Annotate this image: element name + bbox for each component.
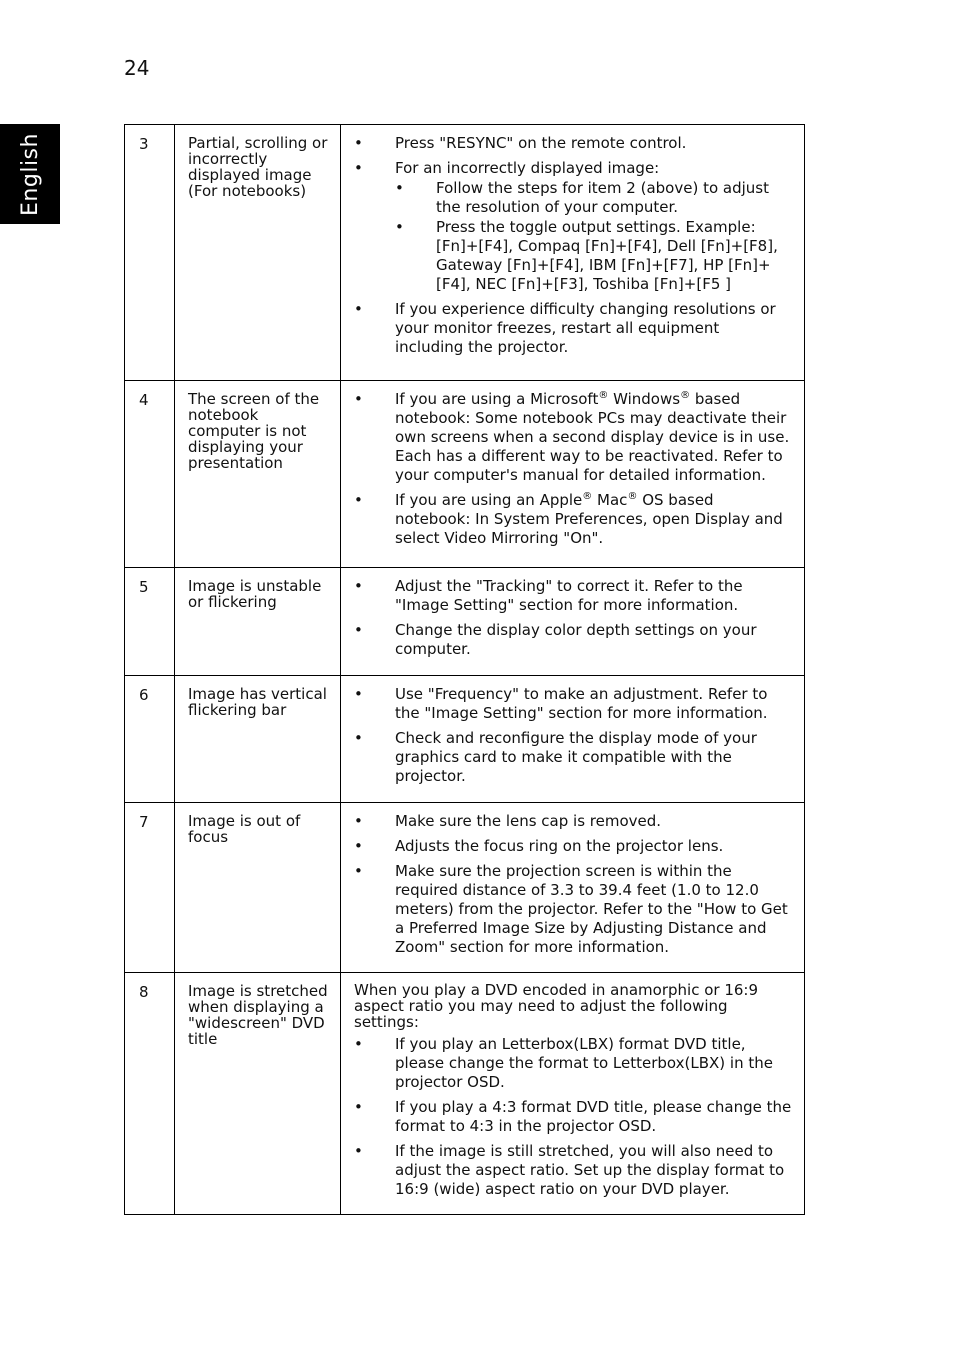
list-item: • Use "Frequency" to make an adjustment. Refer to the "Image Setting" section for more information. bbox=[354, 685, 792, 723]
text-fragment: based notebook: Some notebook PCs may deactivate their own screens when a second display device is in use. Each has a different way to be reactivated. Refer to your computer's manual for detailed information. bbox=[395, 390, 790, 484]
table-row bbox=[125, 803, 805, 973]
sub-list-item: • Follow the steps for item 2 (above) to adjust the resolution of your computer. bbox=[395, 179, 792, 217]
solution-list bbox=[354, 390, 792, 548]
problem-cell: Image is unstable or flickering bbox=[175, 568, 341, 676]
list-item: • If you experience difficulty changing resolutions or your monitor freezes, restart all equipment including the projector. bbox=[354, 300, 792, 357]
solution-list bbox=[354, 577, 792, 659]
table-row bbox=[125, 973, 805, 1215]
solution-cell bbox=[341, 803, 805, 973]
table-row bbox=[125, 676, 805, 803]
row-number: 6 bbox=[125, 676, 175, 803]
registered-mark: ® bbox=[680, 390, 691, 401]
page-number: 24 bbox=[124, 56, 150, 80]
list-item bbox=[354, 159, 792, 294]
list-item: • Press "RESYNC" on the remote control. bbox=[354, 134, 792, 153]
table-row bbox=[125, 125, 805, 381]
sub-list bbox=[395, 179, 792, 294]
list-item bbox=[354, 491, 792, 548]
text-fragment: Mac bbox=[592, 491, 628, 509]
text-fragment: If you are using an Apple bbox=[395, 491, 583, 509]
language-tab bbox=[0, 124, 60, 224]
list-item: • Check and reconfigure the display mode of your graphics card to make it compatible with the projector. bbox=[354, 729, 792, 786]
troubleshooting-table bbox=[124, 124, 805, 1215]
text-fragment: OS based notebook: In System Preferences, open Display and select Video Mirroring "On". bbox=[395, 491, 783, 547]
problem-cell: Image is stretched when displaying a "widescreen" DVD title bbox=[175, 973, 341, 1215]
row-number: 5 bbox=[125, 568, 175, 676]
language-tab-label: English bbox=[17, 132, 43, 216]
list-item-text: For an incorrectly displayed image: bbox=[395, 159, 660, 177]
problem-cell: Image has vertical flickering bar bbox=[175, 676, 341, 803]
problem-cell: Partial, scrolling or incorrectly displayed image (For notebooks) bbox=[175, 125, 341, 381]
row-number: 8 bbox=[125, 973, 175, 1215]
list-item: • If you play a 4:3 format DVD title, please change the format to 4:3 in the projector OSD. bbox=[354, 1098, 792, 1136]
text-fragment: Windows bbox=[608, 390, 681, 408]
table-row bbox=[125, 381, 805, 568]
list-item: • Make sure the projection screen is within the required distance of 3.3 to 39.4 feet (1.0 to 12.0 meters) from the projector. Refer to the "How to Get a Preferred Image Size by Adjusting Distance and Zoom" section for more information. bbox=[354, 862, 792, 957]
text-fragment: If you are using a Microsoft bbox=[395, 390, 599, 408]
problem-cell: The screen of the notebook computer is not displaying your presentation bbox=[175, 381, 341, 568]
solution-cell bbox=[341, 125, 805, 381]
registered-mark: ® bbox=[582, 491, 593, 502]
solution-cell bbox=[341, 381, 805, 568]
solution-list bbox=[354, 1035, 792, 1199]
row-number: 7 bbox=[125, 803, 175, 973]
list-item bbox=[354, 390, 792, 485]
solution-list bbox=[354, 134, 792, 357]
list-item: • Change the display color depth settings on your computer. bbox=[354, 621, 792, 659]
solution-list bbox=[354, 812, 792, 957]
list-item: • Make sure the lens cap is removed. bbox=[354, 812, 792, 831]
list-item: • Adjust the "Tracking" to correct it. Refer to the "Image Setting" section for more information. bbox=[354, 577, 792, 615]
solution-intro: When you play a DVD encoded in anamorphic or 16:9 aspect ratio you may need to adjust the following settings: bbox=[354, 981, 759, 1031]
list-item: • If the image is still stretched, you will also need to adjust the aspect ratio. Set up the display format to 16:9 (wide) aspect ratio on your DVD player. bbox=[354, 1142, 792, 1199]
list-item: • Adjusts the focus ring on the projector lens. bbox=[354, 837, 792, 856]
list-item: • If you play an Letterbox(LBX) format DVD title, please change the format to Letterbox(LBX) in the projector OSD. bbox=[354, 1035, 792, 1092]
solution-cell bbox=[341, 973, 805, 1215]
registered-mark: ® bbox=[598, 390, 609, 401]
table-row bbox=[125, 568, 805, 676]
solution-list bbox=[354, 685, 792, 786]
registered-mark: ® bbox=[627, 491, 638, 502]
sub-list-item: • Press the toggle output settings. Example: [Fn]+[F4], Compaq [Fn]+[F4], Dell [Fn]+[F8], Gateway [Fn]+[F4], IBM [Fn]+[F7], HP [Fn]+[F4], NEC [Fn]+[F3], Toshiba [Fn]+[F5 ] bbox=[395, 218, 792, 294]
row-number: 4 bbox=[125, 381, 175, 568]
solution-cell bbox=[341, 568, 805, 676]
row-number: 3 bbox=[125, 125, 175, 381]
problem-cell: Image is out of focus bbox=[175, 803, 341, 973]
solution-cell bbox=[341, 676, 805, 803]
